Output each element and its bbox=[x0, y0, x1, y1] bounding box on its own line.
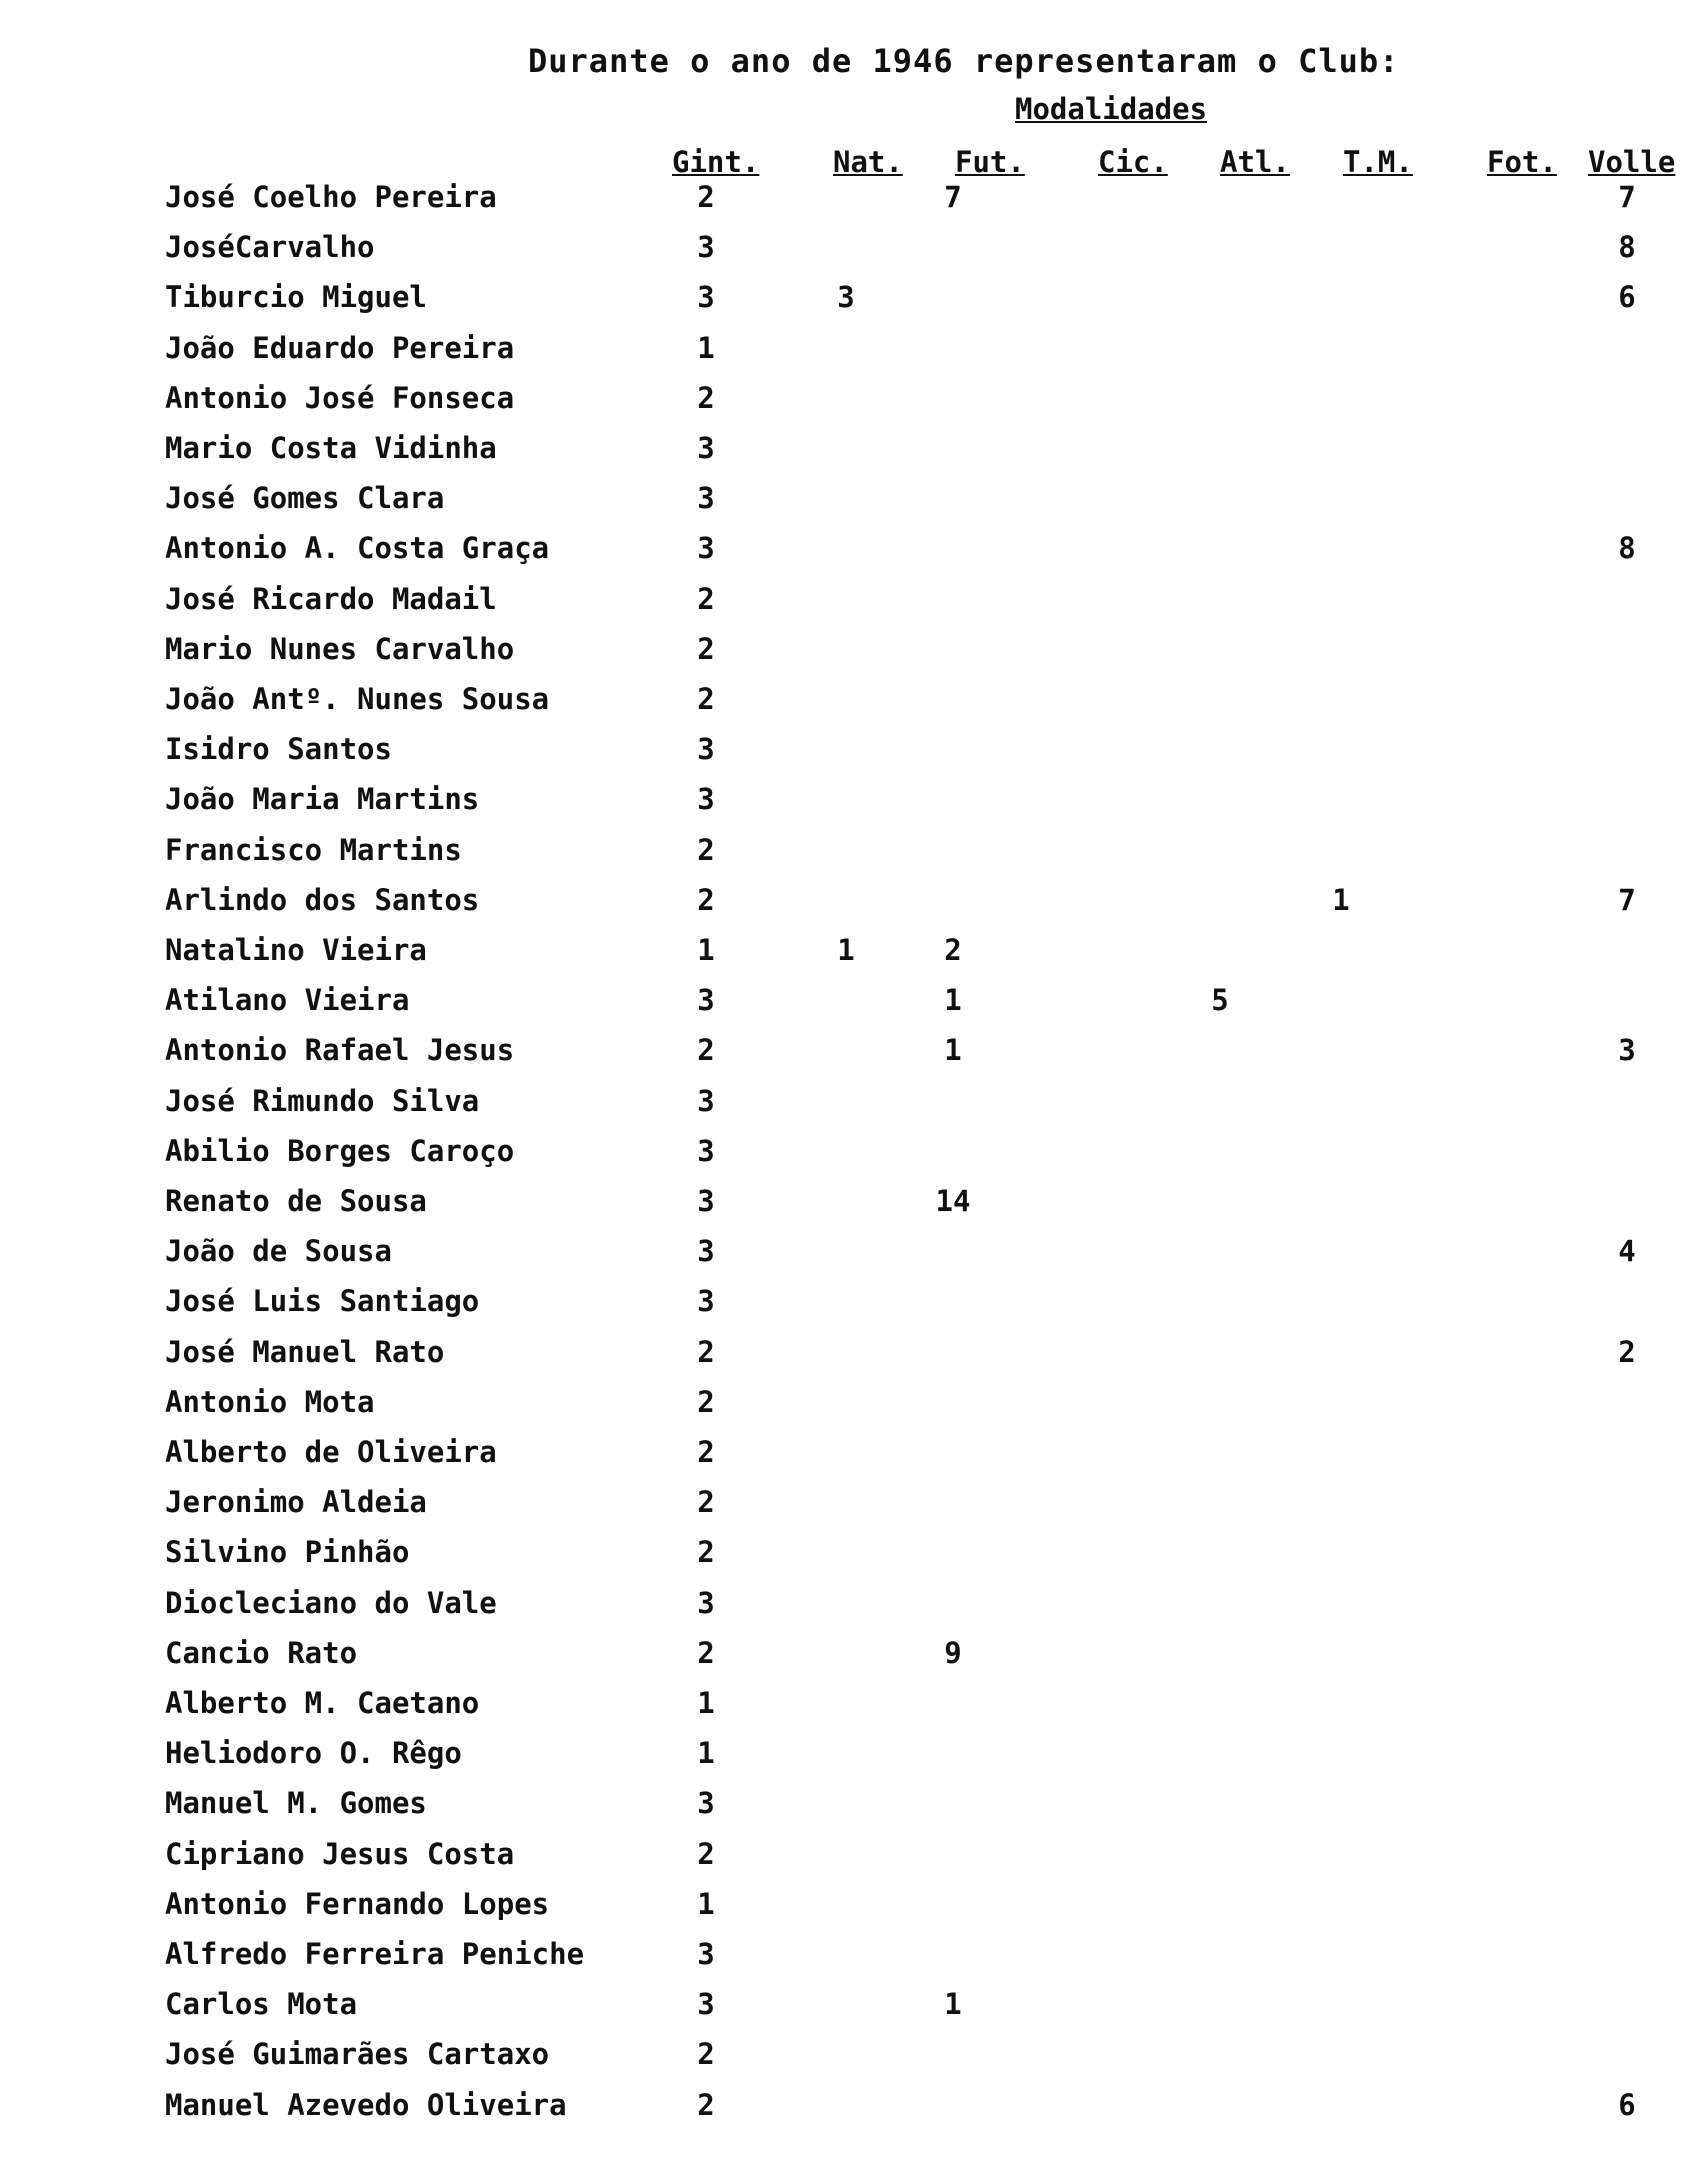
table-cell: 2 bbox=[697, 1033, 715, 1068]
table-cell: 3 bbox=[1618, 1033, 1636, 1068]
athlete-name: Isidro Santos bbox=[165, 732, 392, 767]
table-cell: 1 bbox=[697, 933, 715, 967]
athlete-name: Heliodoro O. Rêgo bbox=[165, 1736, 462, 1771]
table-cell: 2 bbox=[697, 1435, 715, 1469]
athlete-name: Manuel M. Gomes bbox=[165, 1786, 427, 1821]
table-cell: 3 bbox=[697, 1937, 715, 1971]
table-row bbox=[0, 531, 1696, 577]
athlete-name: Antonio Fernando Lopes bbox=[165, 1886, 550, 1921]
athlete-name: João Antº. Nunes Sousa bbox=[165, 682, 550, 716]
table-cell: 1 bbox=[944, 1033, 962, 1068]
col-header-fut: Fut. bbox=[955, 145, 1025, 179]
table-row bbox=[0, 1586, 1696, 1632]
table-row bbox=[0, 1234, 1696, 1280]
col-header-volle: Volle bbox=[1588, 145, 1676, 179]
table-cell: 6 bbox=[1618, 280, 1636, 315]
athlete-name: Manuel Azevedo Oliveira bbox=[165, 2087, 567, 2122]
table-row bbox=[0, 1134, 1696, 1180]
athlete-name: José Guimarães Cartaxo bbox=[165, 2037, 550, 2072]
table-cell: 2 bbox=[697, 380, 715, 415]
athlete-name: Antonio José Fonseca bbox=[165, 380, 515, 415]
table-cell: 3 bbox=[697, 1184, 715, 1218]
table-cell: 8 bbox=[1618, 531, 1636, 566]
table-cell: 3 bbox=[697, 531, 715, 566]
athlete-name: João Eduardo Pereira bbox=[165, 330, 515, 365]
athlete-name: Cancio Rato bbox=[165, 1635, 358, 1670]
athlete-name: José Gomes Clara bbox=[165, 481, 445, 516]
athlete-name: JoséCarvalho bbox=[165, 230, 375, 265]
table-row bbox=[0, 983, 1696, 1029]
athlete-name: José Luis Santiago bbox=[165, 1284, 480, 1319]
table-row bbox=[0, 732, 1696, 778]
table-cell: 3 bbox=[697, 280, 715, 315]
table-cell: 3 bbox=[697, 782, 715, 817]
table-cell: 14 bbox=[935, 1184, 971, 1218]
athlete-name: Abilio Borges Caroço bbox=[165, 1133, 515, 1168]
athlete-name: João de Sousa bbox=[165, 1234, 392, 1269]
table-cell: 3 bbox=[697, 1133, 715, 1168]
table-cell: 3 bbox=[697, 1786, 715, 1821]
table-cell: 2 bbox=[697, 832, 715, 867]
table-row bbox=[0, 1284, 1696, 1330]
table-cell: 7 bbox=[1618, 882, 1636, 917]
table-cell: 1 bbox=[697, 330, 715, 365]
table-cell: 6 bbox=[1618, 2087, 1636, 2122]
table-row bbox=[0, 1485, 1696, 1531]
table-row bbox=[0, 582, 1696, 628]
table-cell: 3 bbox=[697, 431, 715, 465]
table-cell: 8 bbox=[1618, 230, 1636, 265]
table-cell: 2 bbox=[1618, 1334, 1636, 1369]
athlete-name: Francisco Martins bbox=[165, 832, 462, 867]
table-cell: 1 bbox=[944, 1987, 962, 2022]
table-cell: 2 bbox=[944, 933, 962, 967]
table-cell: 2 bbox=[697, 1836, 715, 1871]
table-row bbox=[0, 1987, 1696, 2033]
athlete-name: Natalino Vieira bbox=[165, 933, 427, 967]
table-row bbox=[0, 1385, 1696, 1431]
table-row bbox=[0, 1786, 1696, 1832]
table-row bbox=[0, 1686, 1696, 1732]
athlete-name: Diocleciano do Vale bbox=[165, 1585, 497, 1620]
table-row bbox=[0, 280, 1696, 326]
table-cell: 3 bbox=[697, 230, 715, 265]
table-cell: 4 bbox=[1618, 1234, 1636, 1269]
athlete-name: Cipriano Jesus Costa bbox=[165, 1836, 515, 1871]
col-header-tm: T.M. bbox=[1343, 145, 1413, 179]
athlete-name: Carlos Mota bbox=[165, 1987, 358, 2022]
table-cell: 2 bbox=[697, 1334, 715, 1369]
table-cell: 3 bbox=[697, 1234, 715, 1269]
table-row bbox=[0, 180, 1696, 226]
athlete-name: José Rimundo Silva bbox=[165, 1083, 480, 1118]
athlete-name: Mario Costa Vidinha bbox=[165, 431, 497, 465]
table-row bbox=[0, 1084, 1696, 1130]
table-cell: 3 bbox=[697, 1284, 715, 1319]
athlete-name: Renato de Sousa bbox=[165, 1184, 427, 1218]
table-cell: 2 bbox=[697, 1384, 715, 1419]
col-header-atl: Atl. bbox=[1220, 145, 1290, 179]
table-cell: 2 bbox=[697, 180, 715, 214]
table-row bbox=[0, 1937, 1696, 1983]
table-cell: 7 bbox=[944, 180, 962, 214]
athlete-name: Arlindo dos Santos bbox=[165, 882, 480, 917]
table-cell: 2 bbox=[697, 682, 715, 716]
athlete-name: João Maria Martins bbox=[165, 782, 480, 817]
table-cell: 3 bbox=[697, 481, 715, 516]
table-row bbox=[0, 1837, 1696, 1883]
athlete-name: Antonio Rafael Jesus bbox=[165, 1033, 515, 1068]
table-cell: 9 bbox=[944, 1635, 962, 1670]
table-row bbox=[0, 933, 1696, 979]
athlete-name: Atilano Vieira bbox=[165, 983, 410, 1018]
col-header-nat: Nat. bbox=[833, 145, 903, 179]
athlete-name: Jeronimo Aldeia bbox=[165, 1485, 427, 1520]
table-cell: 1 bbox=[1332, 882, 1350, 917]
table-cell: 7 bbox=[1618, 180, 1636, 214]
table-cell: 1 bbox=[697, 1886, 715, 1921]
table-row bbox=[0, 632, 1696, 678]
table-row bbox=[0, 481, 1696, 527]
table-cell: 2 bbox=[697, 1485, 715, 1520]
table-cell: 1 bbox=[697, 1736, 715, 1771]
athlete-name: Silvino Pinhão bbox=[165, 1535, 410, 1570]
col-header-gint: Gint. bbox=[672, 145, 760, 179]
athlete-name: Alfredo Ferreira Peniche bbox=[165, 1937, 585, 1971]
table-cell: 3 bbox=[697, 1987, 715, 2022]
table-row bbox=[0, 883, 1696, 929]
table-row bbox=[0, 1033, 1696, 1079]
athlete-name: Antonio A. Costa Graça bbox=[165, 531, 550, 566]
table-cell: 2 bbox=[697, 631, 715, 666]
table-cell: 2 bbox=[697, 2037, 715, 2072]
table-row bbox=[0, 2088, 1696, 2134]
table-row bbox=[0, 2037, 1696, 2083]
table-row bbox=[0, 331, 1696, 377]
table-cell: 1 bbox=[697, 1686, 715, 1720]
athlete-name: Alberto de Oliveira bbox=[165, 1435, 497, 1469]
col-header-fot: Fot. bbox=[1487, 145, 1557, 179]
table-row bbox=[0, 1736, 1696, 1782]
table-cell: 3 bbox=[697, 1083, 715, 1118]
table-cell: 3 bbox=[697, 1585, 715, 1620]
table-row bbox=[0, 1435, 1696, 1481]
table-cell: 1 bbox=[837, 933, 855, 967]
table-cell: 3 bbox=[837, 280, 855, 315]
table-row bbox=[0, 1335, 1696, 1381]
table-cell: 3 bbox=[697, 732, 715, 767]
table-row bbox=[0, 782, 1696, 828]
table-cell: 2 bbox=[697, 581, 715, 616]
document-title: Durante o ano de 1946 representaram o Club: bbox=[528, 42, 1400, 80]
col-header-cic: Cic. bbox=[1098, 145, 1168, 179]
table-row bbox=[0, 833, 1696, 879]
table-row bbox=[0, 1887, 1696, 1933]
athlete-name: José Manuel Rato bbox=[165, 1334, 445, 1369]
athlete-name: José Ricardo Madail bbox=[165, 581, 497, 616]
table-row bbox=[0, 682, 1696, 728]
table-row bbox=[0, 381, 1696, 427]
table-cell: 2 bbox=[697, 1535, 715, 1570]
athlete-name: Alberto M. Caetano bbox=[165, 1686, 480, 1720]
athlete-name: Mario Nunes Carvalho bbox=[165, 631, 515, 666]
table-row bbox=[0, 431, 1696, 477]
table-row bbox=[0, 1535, 1696, 1581]
table-cell: 2 bbox=[697, 882, 715, 917]
modalities-heading: Modalidades bbox=[1015, 92, 1208, 126]
table-cell: 5 bbox=[1211, 983, 1229, 1018]
table-cell: 3 bbox=[697, 983, 715, 1018]
table-cell: 1 bbox=[944, 983, 962, 1018]
athlete-name: Antonio Mota bbox=[165, 1384, 375, 1419]
table-row bbox=[0, 230, 1696, 276]
athlete-name: José Coelho Pereira bbox=[165, 180, 497, 214]
table-row bbox=[0, 1636, 1696, 1682]
table-cell: 2 bbox=[697, 1635, 715, 1670]
table-cell: 2 bbox=[697, 2087, 715, 2122]
table-row bbox=[0, 1184, 1696, 1230]
athlete-name: Tiburcio Miguel bbox=[165, 280, 427, 315]
